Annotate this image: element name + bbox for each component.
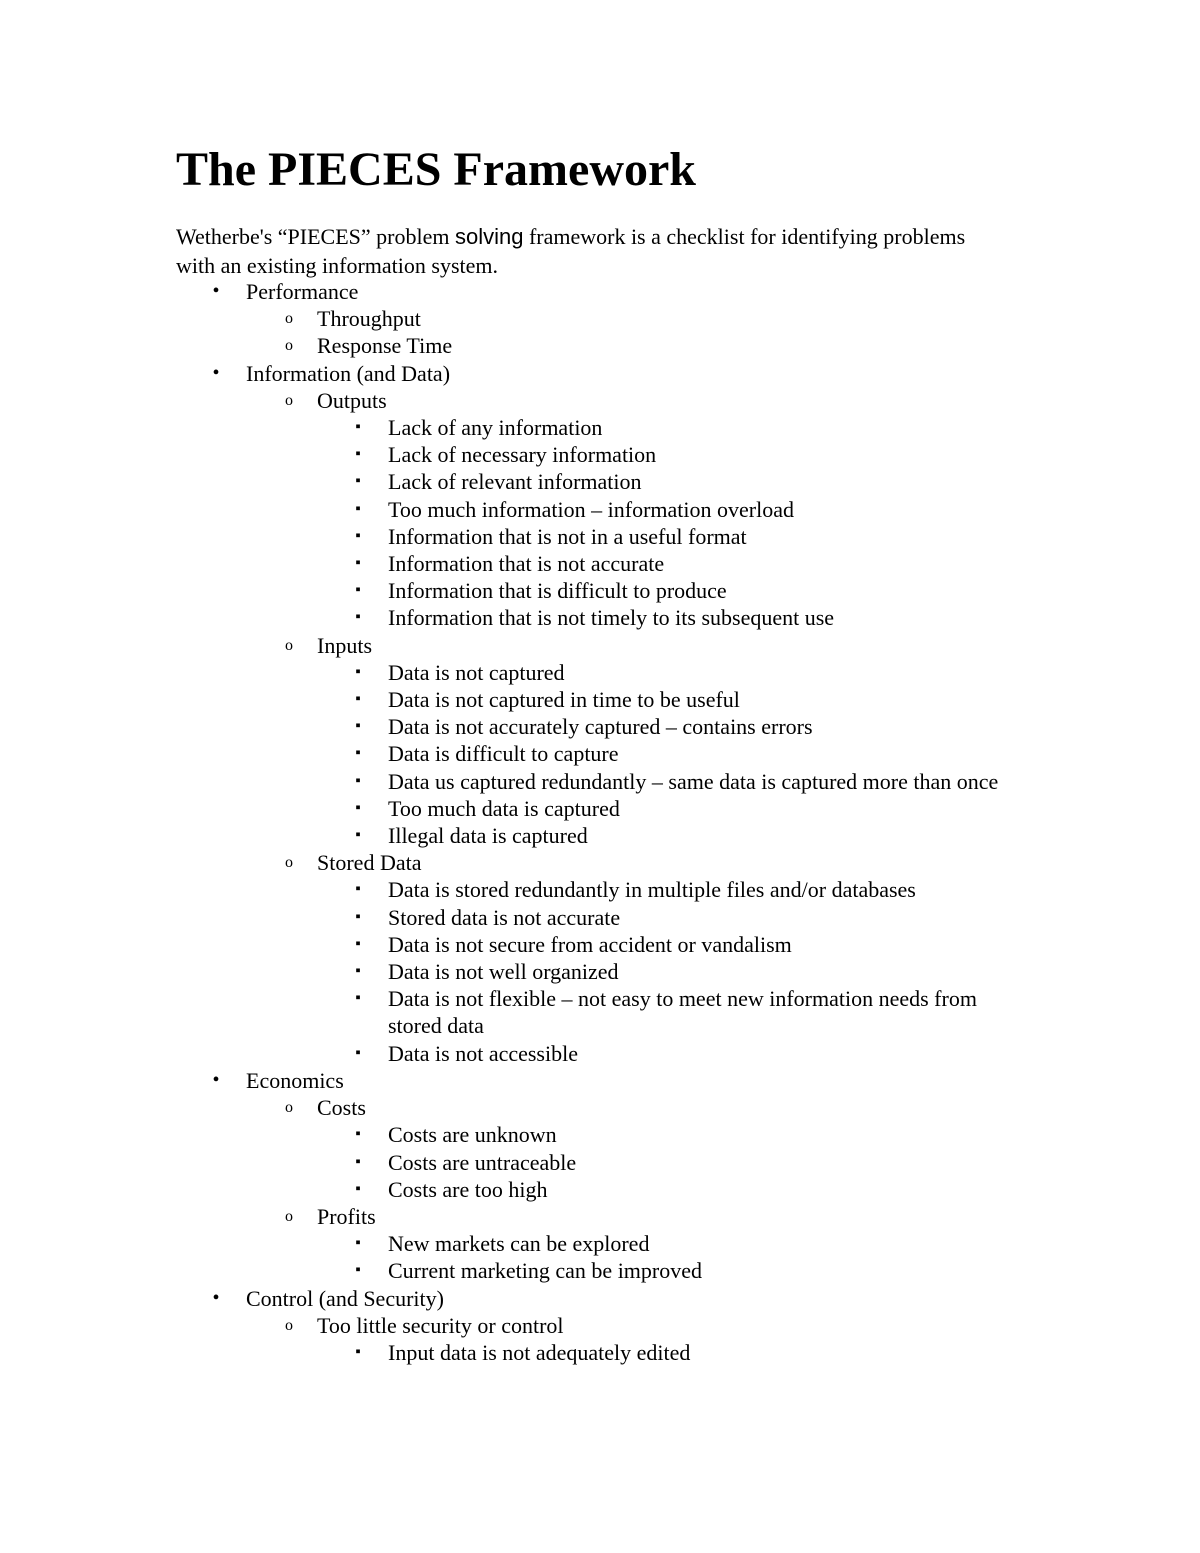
outline-item-level-3 [0,441,1200,468]
outline-item-text: Stored data is not accurate [388,904,621,930]
outline-item-text: Information that is not timely to its subsequent use [388,605,835,631]
outline-item-level-3 [0,659,1200,686]
bullet-icon: ▪ [355,963,361,980]
outline-item-level-1 [0,360,1200,387]
bullet-icon: ▪ [355,1235,361,1252]
outline-item-text: Lack of any information [388,415,603,441]
bullet-icon: ▪ [355,473,361,490]
bullet-icon: o [285,391,293,409]
outline-item-text: Costs are too high [388,1176,548,1202]
outline-item-text: Too much information – information overload [388,496,794,522]
outline-item-level-3 [0,496,1200,523]
bullet-icon: • [212,280,220,302]
outline-item-text: Too little security or control [317,1312,564,1338]
page-title: The PIECES Framework [176,143,696,196]
outline-item-text: Information that is not accurate [388,551,665,577]
outline-item-level-3 [0,1339,1200,1366]
outline-item-text: Information that is difficult to produce [388,578,727,604]
outline-item-level-3 [0,1176,1200,1203]
bullet-icon: ▪ [355,582,361,599]
outline-item-level-3 [0,550,1200,577]
outline-item-text: Data is not secure from accident or vandalism [388,931,792,957]
outline-item-level-2 [0,849,1200,876]
outline-item-text: Inputs [317,632,372,658]
outline-item-level-2 [0,632,1200,659]
bullet-icon: ▪ [355,527,361,544]
bullet-icon: ▪ [355,718,361,735]
outline-item-level-3 [0,740,1200,767]
outline-item-text: New markets can be explored [388,1231,650,1257]
outline-item-level-3 [0,713,1200,740]
outline-item-text: Data is not flexible – not easy to meet new information needs from stored data [388,986,977,1039]
bullet-icon: • [212,1286,220,1309]
bullet-icon: ▪ [355,1262,361,1279]
bullet-icon: ▪ [355,555,361,572]
bullet-icon: o [285,636,293,654]
outline-item-text: Data is not well organized [388,959,619,985]
outline-item-text: Data is not captured [388,659,565,685]
bullet-icon: ▪ [355,446,361,463]
outline-item-text: Data us captured redundantly – same data is captured more than once [388,768,999,794]
bullet-icon: ▪ [355,1126,361,1143]
outline-item-level-3 [0,768,1200,795]
outline-item-text: Input data is not adequately edited [388,1339,691,1365]
outline-item-level-2 [0,1203,1200,1230]
outline-item-text: Performance [246,279,359,304]
outline-item-text: Data is stored redundantly in multiple files and/or databases [388,877,916,903]
outline-item-level-3 [0,795,1200,822]
bullet-icon: ▪ [355,745,361,762]
outline-item-level-3 [0,876,1200,903]
outline-item-level-3 [0,822,1200,849]
bullet-icon: ▪ [355,827,361,844]
outline-item-text: Current marketing can be improved [388,1258,703,1284]
outline-item-level-3 [0,1257,1200,1284]
outline-item-text: Economics [246,1067,344,1093]
bullet-icon: ▪ [355,1343,361,1360]
intro-emphasis: solving [454,224,524,249]
bullet-icon: ▪ [355,419,361,436]
outline-item-text: Profits [317,1203,376,1229]
outline-item-level-3 [0,1040,1200,1067]
bullet-icon: ▪ [355,1153,361,1170]
outline-item-text: Response Time [317,333,453,359]
bullet-icon: ▪ [355,799,361,816]
bullet-icon: ▪ [355,1044,361,1061]
outline-item-level-1 [0,1285,1200,1312]
outline-item-text: Illegal data is captured [388,823,588,849]
outline-item-level-3 [0,985,1200,1039]
bullet-icon: ▪ [355,663,361,680]
outline-item-level-1 [0,1067,1200,1094]
pieces-outline [0,278,1200,1366]
outline-item-level-3 [0,523,1200,550]
outline-item-text: Data is difficult to capture [388,741,619,767]
bullet-icon: ▪ [355,908,361,925]
bullet-icon: o [285,1099,293,1117]
outline-item-text: Data is not captured in time to be useful [388,687,740,713]
outline-item-text: Lack of necessary information [388,442,657,468]
outline-item-level-3 [0,1121,1200,1148]
bullet-icon: o [285,337,293,355]
outline-item-text: Data is not accessible [388,1040,578,1066]
bullet-icon: ▪ [355,691,361,708]
bullet-icon: o [285,1207,293,1225]
outline-item-text: Control (and Security) [246,1285,444,1311]
outline-item-level-2 [0,1094,1200,1121]
outline-item-text: Outputs [317,387,387,413]
bullet-icon: o [285,854,293,872]
outline-item-level-3 [0,686,1200,713]
bullet-icon: • [212,1068,220,1091]
outline-item-level-3 [0,604,1200,631]
outline-item-level-2 [0,305,1200,332]
outline-item-text: Information that is not in a useful format [388,523,747,549]
outline-item-level-2 [0,332,1200,359]
outline-item-text: Costs are untraceable [388,1149,577,1175]
intro-text-after: framework is a checklist for identifying problems with an existing information system. [176,224,966,278]
outline-item-text: Information (and Data) [246,360,451,386]
outline-item-level-2 [0,1312,1200,1339]
outline-item-level-3 [0,1230,1200,1257]
outline-item-text: Throughput [317,306,421,332]
bullet-icon: o [285,1316,293,1334]
bullet-icon: ▪ [355,935,361,952]
outline-item-text: Data is not accurately captured – contains errors [388,714,813,740]
outline-item-level-3 [0,414,1200,441]
outline-item-text: Lack of relevant information [388,469,642,495]
outline-item-level-1 [0,278,1200,305]
outline-item-level-2 [0,387,1200,414]
bullet-icon: o [285,310,293,328]
bullet-icon: ▪ [355,500,361,517]
outline-item-text: Stored Data [317,850,422,876]
bullet-icon: ▪ [355,772,361,789]
bullet-icon: ▪ [355,609,361,626]
intro-text-before: Wetherbe's “PIECES” problem [176,224,455,249]
outline-item-level-3 [0,1149,1200,1176]
outline-item-level-3 [0,468,1200,495]
bullet-icon: • [212,361,220,384]
outline-item-level-3 [0,577,1200,604]
outline-item-text: Too much data is captured [388,795,620,821]
outline-item-level-3 [0,958,1200,985]
intro-paragraph [176,222,976,280]
outline-item-level-3 [0,931,1200,958]
outline-item-text: Costs [317,1095,366,1121]
outline-item-level-3 [0,904,1200,931]
outline-item-text: Costs are unknown [388,1122,557,1148]
bullet-icon: ▪ [355,990,361,1007]
bullet-icon: ▪ [355,881,361,898]
bullet-icon: ▪ [355,1180,361,1197]
